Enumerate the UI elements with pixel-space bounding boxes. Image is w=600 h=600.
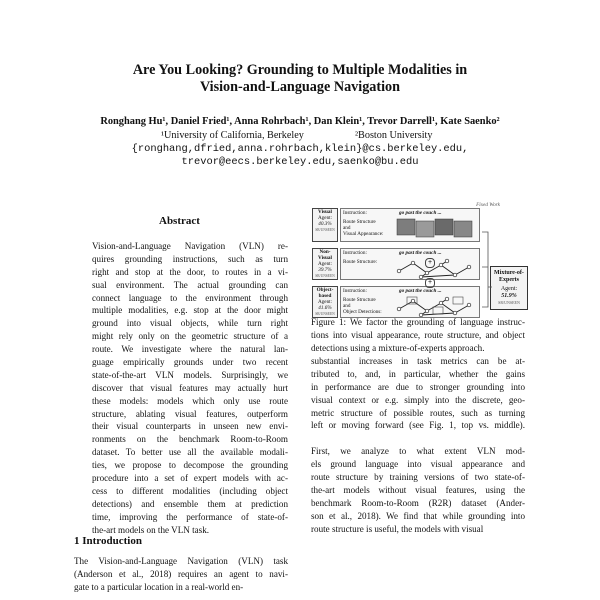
panorama-images bbox=[393, 217, 475, 241]
instruction-text: go past the couch ... bbox=[399, 210, 442, 216]
introduction-line: (Anderson et al., 2018) requires an agent to navi- bbox=[74, 568, 288, 579]
instruction-label: Instruction: bbox=[343, 210, 367, 216]
right-column-line: the-art models without visual features, using the bbox=[311, 484, 525, 495]
introduction-heading: 1 Introduction bbox=[74, 535, 142, 547]
abstract-line: these models: models which only use route bbox=[92, 395, 288, 406]
agent-label: Agent: bbox=[317, 215, 333, 221]
abstract-line: state-of-the-art VLN models. Surprisingly, we bbox=[92, 369, 288, 380]
abstract-line: cess to different modalities (including object bbox=[92, 485, 288, 496]
mixture-name: Mixture-of-Experts bbox=[494, 270, 524, 283]
agent-metric: SR/UNSEEN bbox=[315, 274, 335, 278]
right-column-line: metric structure of possible routes, such as turning bbox=[311, 407, 525, 418]
introduction-body bbox=[74, 555, 288, 594]
right-column-line: route structure is useful, the models with visual bbox=[311, 523, 484, 534]
right-column-line: tributed to, and, in particular, whether the gains bbox=[311, 368, 525, 379]
input-modality-label: Route Structure: bbox=[343, 259, 378, 265]
title-line-1: Are You Looking? Grounding to Multiple Modalities in bbox=[132, 62, 468, 78]
input-modality-label: Object Detections: bbox=[343, 309, 382, 315]
figure-top-label: Fixed Work bbox=[476, 202, 500, 208]
agent-score: 40.3% bbox=[318, 221, 332, 227]
figure-1-caption bbox=[311, 316, 525, 355]
input-modality-label: Visual Appearance: bbox=[343, 231, 384, 237]
figure-row bbox=[312, 208, 480, 242]
right-column-line: route structure by training versions of two state-of- bbox=[311, 472, 525, 483]
figure-row bbox=[312, 248, 480, 280]
input-modality-label: and bbox=[343, 225, 351, 231]
abstract-line: quires grounding instructions, such as turn bbox=[92, 253, 288, 264]
right-column-line: left or moving forward (see Fig. 1, top vs. middle). bbox=[311, 420, 525, 431]
agent-score: 41.6% bbox=[318, 305, 332, 311]
input-panel bbox=[340, 286, 480, 318]
affiliation-bu: ²Boston University bbox=[355, 130, 433, 141]
abstract-line: time, improving the performance of state-of- bbox=[92, 511, 288, 522]
affiliation-berkeley: ¹University of California, Berkeley bbox=[161, 130, 304, 141]
agent-label: Agent: bbox=[317, 299, 333, 305]
paper-title bbox=[0, 62, 600, 96]
abstract-line: connect language to the environment through bbox=[92, 292, 288, 303]
input-modality-label: and bbox=[343, 303, 351, 309]
input-panel bbox=[340, 248, 480, 280]
instruction-text: go past the couch ... bbox=[399, 288, 442, 294]
abstract-line: might rely only on the geometric structure of a bbox=[92, 331, 288, 342]
agent-name: Object-based bbox=[316, 287, 334, 299]
mixture-agent-label: Agent: bbox=[500, 286, 518, 292]
agent-name: Non-Visual bbox=[318, 249, 332, 261]
right-column-line: benchmark Room-to-Room (R2R) dataset (Ander- bbox=[311, 497, 525, 508]
abstract-line: ronments on the benchmark Room-to-Room bbox=[92, 434, 288, 445]
agent-name: Visual bbox=[318, 209, 332, 215]
abstract-line: ground into visual objects, while turn right bbox=[92, 318, 288, 329]
mixture-metric: SR/UNSEEN bbox=[498, 300, 520, 305]
author-list: Ronghang Hu¹, Daniel Fried¹, Anna Rohrbach¹, Dan Klein¹, Trevor Darrell¹, Kate Saenko² bbox=[100, 116, 500, 127]
right-column-line bbox=[311, 432, 525, 445]
abstract-line: Vision-and-Language Navigation (VLN) re- bbox=[92, 241, 288, 251]
agent-label: Agent: bbox=[317, 261, 333, 267]
abstract-line: guage empirically grounds under two recent bbox=[92, 357, 288, 368]
introduction-line: gate to a particular location in a real-world en- bbox=[74, 581, 244, 592]
caption-line: tions into visual appearance, route structure, and object bbox=[311, 329, 525, 340]
abstract-body bbox=[92, 240, 288, 536]
agent-metric: SR/UNSEEN bbox=[315, 228, 335, 232]
instruction-text: go past the couch ... bbox=[399, 250, 442, 256]
abstract-line: discover that visual features may actually hurt bbox=[92, 382, 288, 393]
abstract-heading: Abstract bbox=[159, 215, 200, 227]
route-graph bbox=[393, 295, 475, 317]
agent-score: 39.7% bbox=[318, 267, 332, 273]
figure-1 bbox=[312, 202, 526, 316]
right-column-body bbox=[311, 355, 525, 535]
abstract-line: the-art models on the VLN task. bbox=[92, 524, 210, 535]
agent-box bbox=[312, 208, 338, 242]
abstract-line: multiple modalities, e.g. stop at the door might bbox=[92, 305, 288, 316]
introduction-line: The Vision-and-Language Navigation (VLN) task bbox=[74, 556, 288, 566]
caption-line: detections using a mixture-of-experts approach. bbox=[311, 342, 485, 353]
abstract-line: detections) and ensemble them at prediction bbox=[92, 498, 288, 509]
instruction-label: Instruction: bbox=[343, 288, 367, 294]
abstract-line: procedure into a set of expert models with ac- bbox=[92, 473, 288, 484]
input-modality-label: Route Structure bbox=[343, 219, 376, 225]
plus-icon: + bbox=[425, 258, 435, 268]
mixture-score: 51.9% bbox=[501, 293, 517, 299]
agent-box bbox=[312, 286, 338, 318]
right-column-line: son et al., 2018). We find that while grounding into bbox=[311, 510, 525, 521]
agent-box bbox=[312, 248, 338, 280]
right-column-line: First, we analyze to what extent VLN mod- bbox=[311, 446, 525, 457]
merge-arrows bbox=[482, 222, 492, 312]
agent-metric: SR/UNSEEN bbox=[315, 312, 335, 316]
figure-row bbox=[312, 286, 480, 318]
mixture-of-experts-box bbox=[490, 266, 528, 310]
abstract-line: right and stop at the door, to routes in a vi- bbox=[92, 266, 288, 277]
abstract-line: dataset. To better use all the available modali- bbox=[92, 447, 288, 458]
email-line-2[interactable]: trevor@eecs.berkeley.edu,saenko@bu.edu bbox=[181, 156, 419, 168]
author-emails bbox=[0, 143, 600, 169]
abstract-line: route. We investigate where the natural lan- bbox=[92, 344, 288, 355]
plus-icon: + bbox=[425, 278, 435, 288]
abstract-line: their visual counterparts in unseen new envi- bbox=[92, 421, 288, 432]
abstract-line: structure, ablating visual features, outperform bbox=[92, 408, 288, 419]
input-panel bbox=[340, 208, 480, 242]
input-modality-label: Route Structure bbox=[343, 297, 376, 303]
abstract-line: ties, we propose to decompose the grounding bbox=[92, 460, 288, 471]
right-column-line: els ground language into visual appearance and bbox=[311, 459, 525, 470]
right-column-line: visual context or e.g. simply into the discrete, geo- bbox=[311, 394, 525, 405]
title-line-2: Vision-and-Language Navigation bbox=[199, 79, 401, 95]
abstract-line: sual environment. The actual grounding can bbox=[92, 279, 288, 290]
right-column-line: in performance are due to stronger grounding into bbox=[311, 381, 525, 392]
right-column-line: substantial increases in task metrics can be at- bbox=[311, 356, 525, 366]
instruction-label: Instruction: bbox=[343, 250, 367, 256]
email-line-1[interactable]: {ronghang,dfried,anna.rohrbach,klein}@cs.berkeley.edu, bbox=[131, 143, 469, 155]
caption-line: Figure 1: We factor the grounding of language instruc- bbox=[311, 317, 525, 327]
